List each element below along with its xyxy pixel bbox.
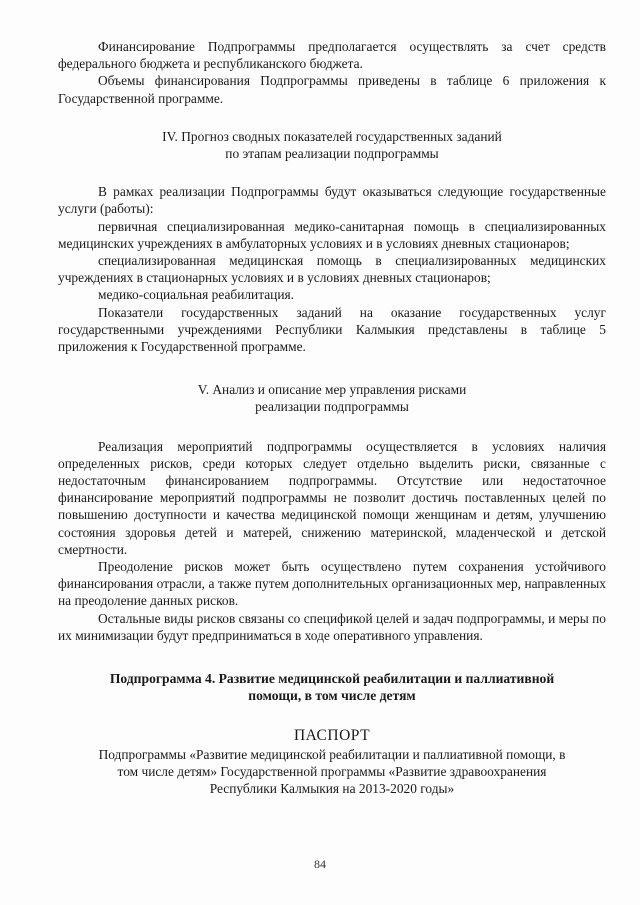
- page-number: 84: [314, 857, 326, 871]
- section-4-paragraph-5: Показатели государственных заданий на оказание государственных услуг государственными учреждениями Республики Калмыкия представлены в таблице 5 приложения к Государственной программе.: [58, 304, 606, 355]
- section-4-paragraph-2: первичная специализированная медико-санитарная помощь в специализированных медицинских учреждениях в амбулаторных условиях и в условиях дневных стационаров;: [58, 218, 606, 251]
- passport-title: ПАСПОРТ: [293, 726, 371, 744]
- section-5-heading-line2: реализации подпрограммы: [255, 399, 409, 415]
- paragraph-financing: Финансирование Подпрограммы предполагается осуществлять за счет средств федерального бюджета и республиканского бюджета.: [58, 39, 606, 72]
- section-4-paragraph-3: специализированная медицинская помощь в специализированных медицинских учреждениях в стационарных условиях и в условиях дневных стационаров;: [58, 253, 606, 286]
- subprogram-4-heading-line2: помощи, в том числе детям: [248, 688, 416, 704]
- section-5-paragraph-3: Остальные виды рисков связаны со спецификой целей и задач подпрограммы, и меры по их минимизации будут предприниматься в ходе оперативного управления.: [58, 610, 606, 643]
- section-4-paragraph-1: В рамках реализации Подпрограммы будут оказываться следующие государственные услуги (работы):: [58, 184, 606, 217]
- passport-line3: Республики Калмыкия на 2013-2020 годы»: [209, 781, 455, 797]
- passport-line1: Подпрограммы «Развитие медицинской реабилитации и паллиативной помощи, в: [98, 746, 566, 762]
- section-4-heading-line2: по этапам реализации подпрограммы: [225, 146, 439, 162]
- section-4-heading-line1: IV. Прогноз сводных показателей государственных заданий: [162, 128, 502, 144]
- section-5-paragraph-1: Реализация мероприятий подпрограммы осуществляется в условиях наличия определенных рисков, среди которых следует отдельно выделить риски, связанные с недостаточным финансированием подпрограммы. Отсутствие или недостаточное финансирование мероприятий подпрограммы не позволит достичь поставленных целей по повышению доступности и качества медицинской помощи женщинам и детям, улучшению состояния здоровья детей и матерей, снижению материнской, младенческой и детской смертности.: [58, 438, 606, 557]
- section-5-heading-line1: V. Анализ и описание мер управления рисками: [197, 382, 467, 398]
- paragraph-financing-volume: Объемы финансирования Подпрограммы приведены в таблице 6 приложения к Государственной программе.: [58, 73, 606, 106]
- section-4-paragraph-4: медико-социальная реабилитация.: [98, 287, 295, 303]
- section-5-heading: [58, 381, 606, 415]
- passport-line2: том числе детям» Государственной программы «Развитие здравоохранения: [117, 763, 547, 779]
- section-4-heading: [58, 128, 606, 162]
- passport-description: [58, 746, 606, 798]
- subprogram-4-heading-line1: Подпрограмма 4. Развитие медицинской реабилитации и паллиативной: [109, 671, 555, 687]
- section-5-paragraph-2: Преодоление рисков может быть осуществлено путем сохранения устойчивого финансирования отрасли, а также путем дополнительных организационных мер, направленных на преодоление данных рисков.: [58, 559, 606, 609]
- subprogram-4-heading: [58, 670, 606, 704]
- page-content: [58, 38, 606, 797]
